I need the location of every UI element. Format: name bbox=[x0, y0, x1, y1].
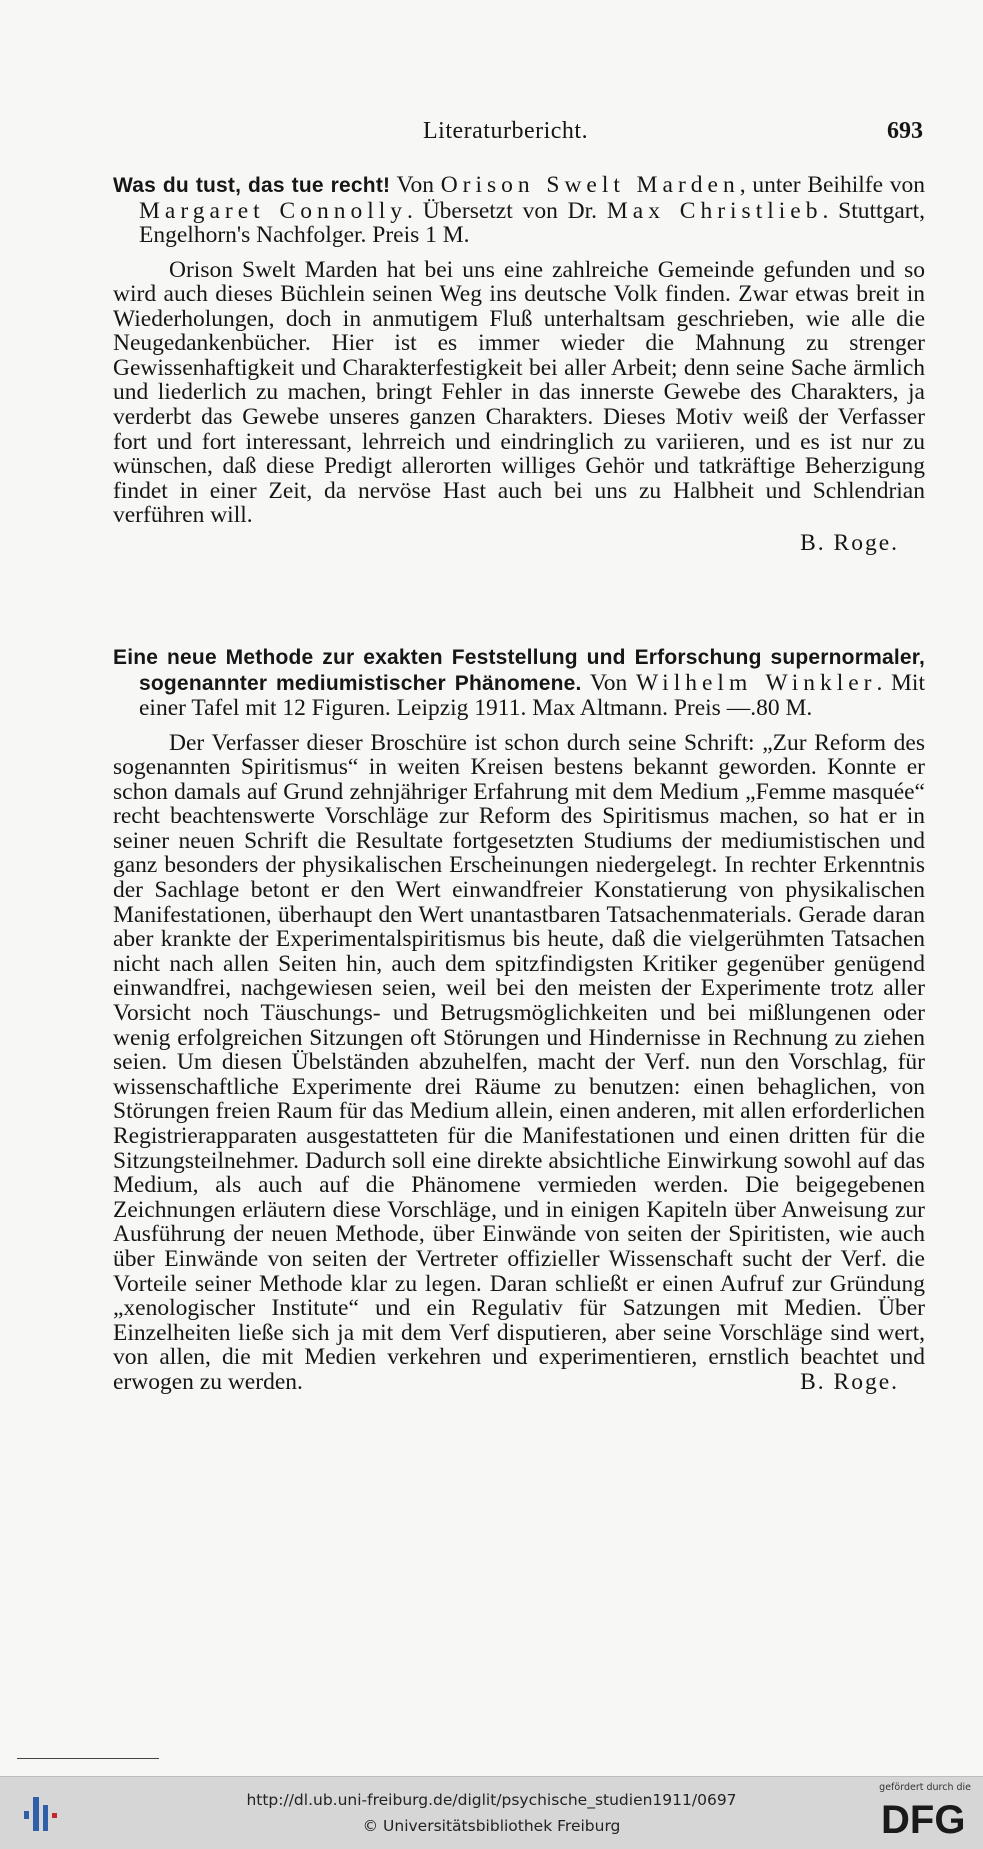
document-url-link[interactable]: http://dl.ub.uni-freiburg.de/diglit/psychische_studien1911/0697 bbox=[246, 1791, 737, 1809]
dfg-caption: gefördert durch die bbox=[879, 1782, 971, 1793]
review-body: Orison Swelt Marden hat bei uns eine zahlreiche Gemeinde gefunden und so wird auch dieses Büchlein seinen Weg ins deutsche Volk finden. Zwar etwas breit in Wiederholungen, doch in anmutigem Fluß unterhaltsam geschrieben, wie alle die Neugedankenbücher. Hier ist es immer wieder die Mahnung zu strenger Gewissenhaftigkeit und Charakterfestigkeit bei aller Arbeit; denn seine Sache ärmlich und liederlich zu machen, bringt Fehler in das innerste Gewebe des Charakters, ja verderbt das Gewebe unseres ganzen Charakters. Dieses Motiv weiß der Verfasser fort und fort interessant, lehrreich und eindringlich zu variieren, und es ist nur zu wünschen, daß diese Predigt allerorten williges Gehör und tatkräftige Beherzigung findet in einer Zeit, da nervöse Hast auch bei uns zu Halbheit und Schlendrian verführen will. bbox=[113, 256, 925, 529]
book-title: Eine neue Methode zur exakten Feststellung und Erforschung supernormaler, sogenannter mediumistischer Phänomene. bbox=[113, 646, 925, 695]
review-body-container bbox=[113, 731, 925, 1395]
reviewer-signature: B. Roge. bbox=[800, 1368, 899, 1395]
svg-text:DFG: DFG bbox=[881, 1798, 966, 1839]
author-name: Orison Swelt Marden bbox=[440, 172, 740, 198]
coauthor-name: Margaret Connolly bbox=[139, 197, 408, 224]
running-title: Literaturbericht. bbox=[423, 118, 589, 144]
running-head bbox=[113, 118, 923, 152]
review-body: Der Verfasser dieser Broschüre ist schon durch seine Schrift: „Zur Reform des sogenannten Spiritismus“ in weiten Kreisen bestens bekannt geworden. Konnte er schon damals auf Grund zehnjähriger Erfahrung mit dem Medium „Femme masquée“ recht beachtenswerte Vorschläge zur Reform des Spiritismus machen, so hat er in seiner neuen Schrift die Resultate fortgesetzten Studiums der mediumistischen und ganz besonders der physikalischen Erscheinungen niedergelegt. In rechter Erkenntnis der Sachlage betont er den Wert einwandfreier Konstatierung von physikalischen Manifestationen, überhaupt den Wert unantastbaren Tatsachenmaterials. Gerade daran aber krankte der Experimentalspiritismus bis heute, daß die vielgerühmten Tatsachen nicht nach allen Seiten hin, auch dem spitzfindigsten Kritiker gegenüber genügend einwandfrei, nachgewiesen seien, weil bei den meisten der Experimente trotz aller Vorsicht noch Täuschungs- und Betrugsmöglichkeiten und bei mißlungenen oder wenig erfolgreichen Sitzungen oft Störungen und Hindernisse in Rechnung zu ziehen seien. Um diesen Übelständen abzuhelfen, macht der Verf. nun den Vorschlag, für wissenschaftliche Experimente drei Räume zu benutzen: einen behaglichen, von Störungen freien Raum für das Medium allein, einen anderen, mit allen erforderlichen Registrierapparaten ausgestatteten für die Manifestationen und einen dritten für die Sitzungsteilnehmer. Dadurch soll eine direkte absichtliche Einwirkung sowohl auf das Medium, als auch auf die Phänomene vermieden werden. Die beigegebenen Zeichnungen erläutern diese Vorschläge, und in einigen Kapiteln über Anweisung zur Ausführung der neuen Methode, über Einwände von seiten der Spiritisten, wie auch über Einwände von seiten der Vertreter offizieller Wissenschaft sucht der Verf. die Vorteile seiner Methode klar zu legen. Daran schließt er einen Aufruf zur Gründung „xenologischer Institute“ und ein Regulativ für Satzungen mit Medien. Über Einzelheiten ließe sich ja mit dem Verf disputieren, aber seine Vorschläge sind wert, von allen, die mit Medien verkehren und experimentieren, ernstlich beachtet und erwogen zu werden. bbox=[113, 729, 925, 1395]
translator-name: Max Christlieb bbox=[606, 197, 823, 224]
bibliographic-entry: Eine neue Methode zur exakten Feststellung und Erforschung supernormaler, sogenannter mediumistischer Phänomene. Von Wilhelm Winkler. Mit einer Tafel mit 12 Figuren. Leipzig 1911. Max Altmann. Preis —.80 M. bbox=[113, 646, 925, 721]
review-winkler bbox=[113, 645, 925, 1395]
publication-details: . Mit einer Tafel mit 12 Figuren. Leipzig 1911. Max Altmann. Preis —.80 M. bbox=[139, 669, 925, 721]
footnote-rule bbox=[17, 1758, 159, 1759]
bibliographic-entry: Was du tust, das tue recht! Von Orison Swelt Marden, unter Beihilfe von Margaret Connolly. Übersetzt von Dr. Max Christlieb. Stuttgart, Engelhorn's Nachfolger. Preis 1 M. bbox=[113, 172, 925, 248]
book-title: Was du tust, das tue recht! bbox=[113, 174, 391, 197]
reviewer-signature: B. Roge. bbox=[800, 530, 899, 557]
review-marden bbox=[113, 173, 925, 557]
author-name: Wilhelm Winkler bbox=[635, 669, 877, 696]
dfg-funding-notice bbox=[879, 1782, 971, 1844]
copyright-notice: © Universitätsbibliothek Freiburg bbox=[362, 1817, 621, 1835]
dfg-logo-icon bbox=[879, 1795, 971, 1839]
publication-details: . Stuttgart, Engelhorn's Nachfolger. Preis 1 M. bbox=[139, 197, 925, 248]
page-number: 693 bbox=[887, 118, 923, 144]
viewer-footer bbox=[0, 1776, 983, 1849]
